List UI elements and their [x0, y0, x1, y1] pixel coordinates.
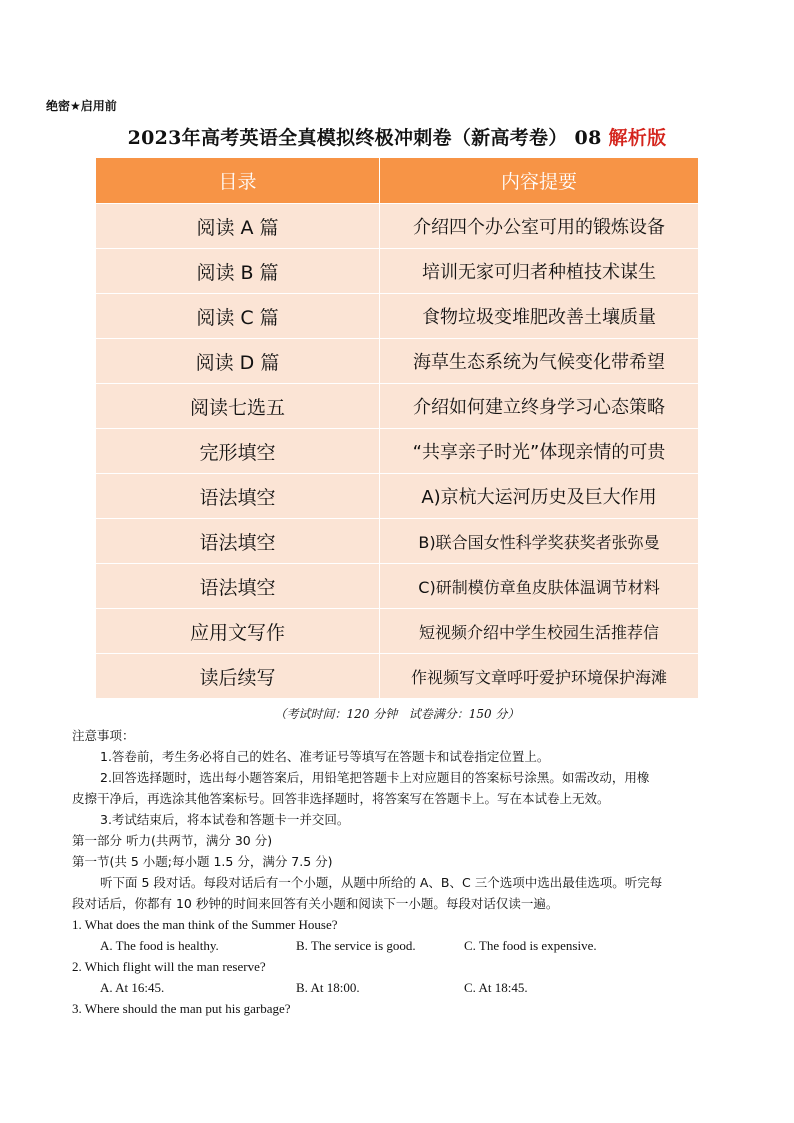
option-a: A. The food is healthy.: [100, 938, 219, 953]
option-a: A. At 16:45.: [100, 980, 165, 995]
question-1: 1. What does the man think of the Summer House?: [72, 917, 338, 932]
summary-cell: 介绍如何建立终身学习心态策略: [380, 384, 699, 429]
table-row: [96, 294, 699, 339]
question-1-options: [72, 935, 732, 956]
summary-cell: B)联合国女性科学奖获奖者张弥曼: [380, 519, 699, 564]
table-row: [96, 654, 699, 699]
note-2-line-1: 2.回答选择题时，选出每小题答案后，用铅笔把答题卡上对应题目的答案标号涂黑。如需改动，用橡: [100, 770, 650, 785]
table-row: [96, 384, 699, 429]
summary-cell: 海草生态系统为气候变化带希望: [380, 339, 699, 384]
exam-time-note: （考试时间：120 分钟 试卷满分：150 分）: [274, 707, 520, 721]
section-cell: 应用文写作: [96, 609, 380, 654]
contents-table: [95, 157, 699, 699]
section-cell: 读后续写: [96, 654, 380, 699]
summary-cell: 短视频介绍中学生校园生活推荐信: [380, 609, 699, 654]
note-3: 3.考试结束后，将本试卷和答题卡一并交回。: [100, 812, 350, 827]
header-summary: 内容提要: [380, 158, 699, 204]
option-c: C. At 18:45.: [464, 980, 528, 995]
listening-instructions-line-2: 段对话后，你都有 10 秒钟的时间来回答有关小题和阅读下一小题。每段对话仅读一遍。: [72, 896, 559, 911]
summary-cell: 食物垃圾变堆肥改善土壤质量: [380, 294, 699, 339]
section-cell: 语法填空: [96, 519, 380, 564]
section-cell: 阅读 A 篇: [96, 204, 380, 249]
question-2: 2. Which flight will the man reserve?: [72, 959, 266, 974]
table-row: [96, 474, 699, 519]
summary-cell: 作视频写文章呼吁爱护环境保护海滩: [380, 654, 699, 699]
note-1: 1.答卷前，考生务必将自己的姓名、准考证号等填写在答题卡和试卷指定位置上。: [100, 749, 550, 764]
option-b: B. At 18:00.: [296, 980, 360, 995]
summary-cell: C)研制模仿章鱼皮肤体温调节材料: [380, 564, 699, 609]
option-c: C. The food is expensive.: [464, 938, 597, 953]
instructions-body: [72, 725, 732, 1019]
summary-cell: 培训无家可归者种植技术谋生: [380, 249, 699, 294]
section-cell: 完形填空: [96, 429, 380, 474]
question-2-options: [72, 977, 732, 998]
table-row: [96, 249, 699, 294]
section-cell: 语法填空: [96, 474, 380, 519]
notes-heading: 注意事项：: [72, 728, 135, 743]
table-header-row: [96, 158, 699, 204]
summary-cell: 介绍四个办公室可用的锻炼设备: [380, 204, 699, 249]
table-row: [96, 429, 699, 474]
table-row: [96, 204, 699, 249]
table-row: [96, 519, 699, 564]
section-cell: 阅读 B 篇: [96, 249, 380, 294]
summary-cell: A)京杭大运河历史及巨大作用: [380, 474, 699, 519]
header-contents: 目录: [96, 158, 380, 204]
table-row: [96, 339, 699, 384]
note-2-line-2: 皮擦干净后，再选涂其他答案标号。回答非选择题时，将答案写在答题卡上。写在本试卷上无效。: [72, 791, 610, 806]
table-row: [96, 564, 699, 609]
summary-cell: “共享亲子时光”体现亲情的可贵: [380, 429, 699, 474]
question-3: 3. Where should the man put his garbage?: [72, 1001, 291, 1016]
section-cell: 阅读七选五: [96, 384, 380, 429]
part-1-title: 第一部分 听力(共两节，满分 30 分): [72, 833, 273, 848]
section-cell: 阅读 D 篇: [96, 339, 380, 384]
confidential-label: 绝密★启用前: [46, 99, 117, 113]
listening-instructions-line-1: 听下面 5 段对话。每段对话后有一个小题，从题中所给的 A、B、C 三个选项中选出最佳选项。听完每: [100, 875, 663, 890]
section-cell: 阅读 C 篇: [96, 294, 380, 339]
section-cell: 语法填空: [96, 564, 380, 609]
page-title: [0, 123, 794, 150]
title-answer-version: 解析版: [608, 127, 667, 149]
table-row: [96, 609, 699, 654]
option-b: B. The service is good.: [296, 938, 416, 953]
section-1-title: 第一节(共 5 小题;每小题 1.5 分，满分 7.5 分): [72, 854, 333, 869]
title-main: 2023年高考英语全真模拟终极冲刺卷（新高考卷） 08: [127, 127, 609, 149]
